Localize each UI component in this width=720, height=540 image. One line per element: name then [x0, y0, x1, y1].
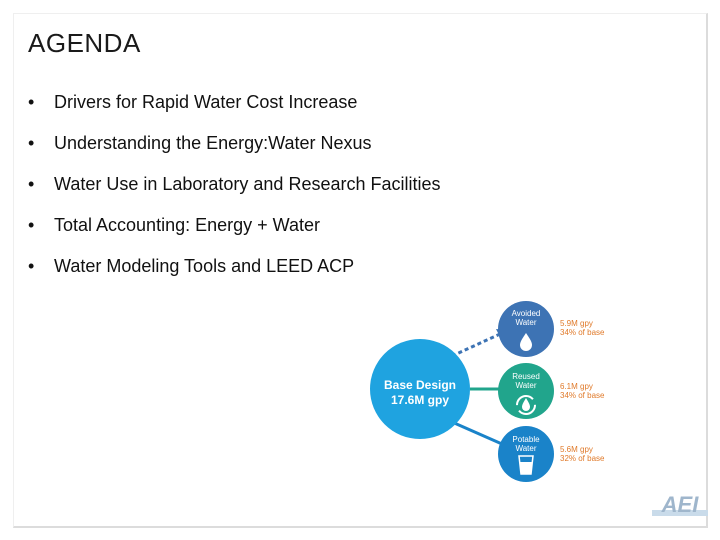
agenda-item-text: Total Accounting: Energy + Water: [54, 215, 320, 235]
potable-water-share: 32% of base: [560, 454, 605, 463]
water-diagram: [360, 294, 620, 494]
base-design-value: 17.6M gpy: [390, 393, 450, 407]
bullet-dot: •: [28, 215, 35, 235]
base-design-label: Base Design: [383, 378, 457, 392]
avoided-water-label-2: Water: [515, 318, 537, 327]
reused-water-label-2: Water: [515, 381, 537, 390]
potable-water-label-1: Potable: [512, 435, 540, 444]
aei-logo: [652, 488, 708, 524]
bullet-dot: •: [28, 133, 35, 153]
avoided-connector: [452, 334, 500, 356]
logo-text: AEI: [661, 492, 699, 517]
reused-water-label-1: Reused: [512, 372, 540, 381]
avoided-water-label-1: Avoided: [511, 309, 541, 318]
reused-water-value: 6.1M gpy: [560, 382, 593, 391]
potable-water-value: 5.6M gpy: [560, 445, 593, 454]
agenda-item-text: Water Use in Laboratory and Research Facilities: [54, 174, 441, 194]
bullet-dot: •: [28, 92, 35, 112]
bullet-dot: •: [28, 256, 35, 276]
bullet-dot: •: [28, 174, 35, 194]
avoided-water-value: 5.9M gpy: [560, 319, 593, 328]
potable-connector: [452, 422, 502, 444]
slide-title: AGENDA: [28, 28, 141, 58]
avoided-water-share: 34% of base: [560, 328, 605, 337]
agenda-item-text: Water Modeling Tools and LEED ACP: [54, 256, 355, 276]
agenda-item-text: Understanding the Energy:Water Nexus: [54, 133, 372, 153]
agenda-item-text: Drivers for Rapid Water Cost Increase: [54, 92, 358, 112]
reused-water-share: 34% of base: [560, 391, 605, 400]
potable-water-label-2: Water: [515, 444, 537, 453]
